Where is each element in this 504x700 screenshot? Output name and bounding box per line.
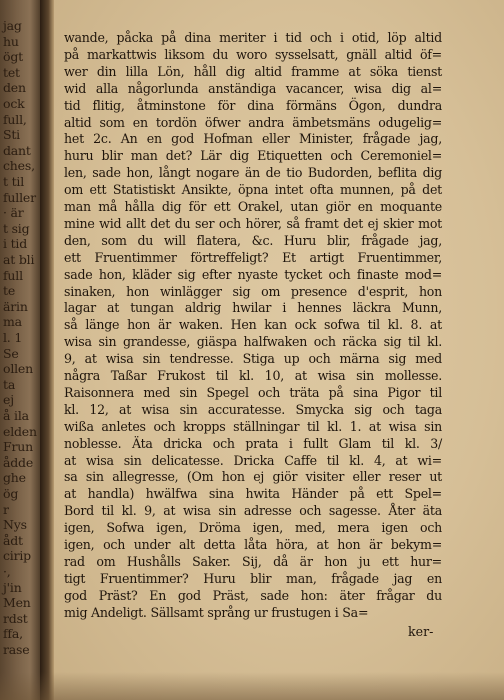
text-line: man må hålla dig för ett Orakel, utan giör en moquante <box>64 199 442 214</box>
text-line: wid alla någorlunda anständiga vacancer, wisa dig al= <box>64 80 442 96</box>
text-line: noblesse. Äta dricka och prata i fullt Glam til kl. 3/ <box>64 435 442 451</box>
text-line: kl. 12, at wisa sin accuratesse. Smycka sig och taga <box>64 401 442 417</box>
text-line: Bord til kl. 9, at wisa sin adresse och sagesse. Åter äta <box>64 503 442 519</box>
facing-page-word-fragment: r <box>3 501 9 517</box>
text-line: om ett Statistiskt Ansikte, öpna intet ofta munnen, på det <box>64 182 442 198</box>
text-line: sinaken, hon winlägger sig om presence d'esprit, hon <box>64 283 442 299</box>
facing-page-word-fragment: Frun <box>3 439 33 455</box>
facing-page-word-fragment: te <box>3 283 16 299</box>
text-line: god Präst? En god Präst, sade hon: äter frågar du <box>64 587 442 603</box>
facing-page-fragment <box>0 18 44 658</box>
catchword: ker- <box>408 624 434 639</box>
facing-page-word-fragment: rdst <box>3 610 28 626</box>
book-gutter <box>40 0 54 700</box>
text-line: sade hon, kläder sig efter nyaste tycket och finaste mod= <box>64 266 442 282</box>
facing-page-word-fragment: tet <box>3 64 20 80</box>
text-line: sa sin allegresse, (Om hon ej giör visiter eller reser ut <box>64 469 442 485</box>
text-line: wande, påcka på dina meriter i tid och i otid, löp altid <box>64 30 442 45</box>
facing-page-word-fragment: ghe <box>3 470 26 486</box>
facing-page-word-fragment: Sti <box>3 127 20 143</box>
facing-page-word-fragment: l. 1 <box>3 330 23 345</box>
facing-page-word-fragment: i tid <box>3 236 27 252</box>
facing-page-word-fragment: · är <box>3 205 24 221</box>
text-line: lagar at tungan aldrig hwilar i hennes läckra Munn, <box>64 300 442 316</box>
facing-page-word-fragment: hu <box>3 33 19 49</box>
text-line: rad om Hushålls Saker. Sij, då är hon ju ett hur= <box>64 553 442 569</box>
facing-page-word-fragment: ma <box>3 314 22 330</box>
text-line: at handla) hwälfwa sina hwita Händer på ett Spel= <box>64 486 442 502</box>
facing-page-word-fragment: å ila <box>3 408 29 423</box>
facing-page-word-fragment: elden <box>3 423 37 439</box>
text-line: wißa anletes och kropps ställningar til kl. 1. at wisa sin <box>64 418 442 434</box>
facing-page-word-fragment: ollen <box>3 361 33 377</box>
text-line: 9, at wisa sin tendresse. Stiga up och märna sig med <box>64 351 442 367</box>
text-line: igen, Sofwa igen, Dröma igen, med, mera igen och <box>64 520 442 536</box>
text-line: den, som du will flatera, &c. Huru blir, frågade jag, <box>64 232 442 248</box>
facing-page-word-fragment: ffa, <box>3 626 23 642</box>
facing-page-word-fragment: jag <box>3 18 22 33</box>
facing-page-word-fragment: fuller <box>3 189 36 205</box>
facing-page-word-fragment: ådde <box>3 454 34 470</box>
facing-page-word-fragment: Se <box>3 345 19 361</box>
facing-page-word-fragment: full <box>3 267 23 283</box>
facing-page-word-fragment: at bli <box>3 252 35 267</box>
facing-page-word-fragment: den <box>3 80 26 96</box>
facing-page-word-fragment: ögt <box>3 49 23 65</box>
text-line: ett Fruentimmer förtreffeligt? Et artigt Fruentimmer, <box>64 249 442 265</box>
facing-page-word-fragment: ej <box>3 392 14 408</box>
text-line: mig Andeligt. Sällsamt språng ur frustugen i Sa= <box>64 604 369 620</box>
text-line: på markattwis liksom du woro sysselsatt, gnäll altid öf= <box>64 46 442 62</box>
facing-page-word-fragment: ta <box>3 376 16 392</box>
facing-page-word-fragment: ög <box>3 486 19 501</box>
text-line: tid flitig, åtminstone för dina förmäns Ögon, dundra <box>64 97 442 113</box>
facing-page-word-fragment: ·, <box>3 564 11 579</box>
facing-page-word-fragment: j'in <box>3 579 22 595</box>
text-line: len, sade hon, långt nogare än de tio Budorden, beflita dig <box>64 165 442 181</box>
facing-page-word-fragment: full, <box>3 111 27 127</box>
facing-page-word-fragment: dant <box>3 142 31 158</box>
facing-page-word-fragment: ådt <box>3 532 23 548</box>
page-edge-shadow <box>0 672 504 700</box>
facing-page-word-fragment: Men <box>3 595 31 611</box>
text-line: så länge hon är waken. Hen kan ock sofwa til kl. 8. at <box>64 317 442 333</box>
facing-page-word-fragment: t sig <box>3 220 30 236</box>
text-line: huru blir man det? Lär dig Etiquetten och Ceremoniel= <box>64 148 442 164</box>
text-line: mine wid allt det du ser och hörer, så framt det ej skier mot <box>64 215 442 231</box>
text-line: Raisonnera med sin Spegel och träta på sina Pigor til <box>64 384 442 400</box>
text-line: igen, och under alt detta låta höra, at hon är bekym= <box>64 537 442 552</box>
facing-page-word-fragment: cirip <box>3 548 31 564</box>
text-line: altid som en tordön öfwer andra ämbetsmäns odugelig= <box>64 114 442 130</box>
text-line: wisa sin grandesse, giäspa halfwaken och räcka sig til kl. <box>64 334 442 350</box>
text-line: tigt Fruentimmer? Huru blir man, frågade jag en <box>64 570 442 586</box>
facing-page-word-fragment: Nys <box>3 517 27 533</box>
facing-page-word-fragment: ock <box>3 96 25 111</box>
text-line: het 2c. An en god Hofman eller Minister, frågade jag, <box>64 131 442 147</box>
facing-page-word-fragment: ärin <box>3 298 28 314</box>
facing-page-word-fragment: t til <box>3 174 25 189</box>
facing-page-word-fragment: ches, <box>3 158 35 174</box>
text-line: några Taßar Frukost til kl. 10, at wisa sin mollesse. <box>64 368 442 383</box>
text-line: at wisa sin delicatesse. Dricka Caffe til kl. 4, at wi= <box>64 452 442 468</box>
text-line: wer din lilla Lön, håll dig altid framme at söka tienst <box>64 63 442 79</box>
facing-page-word-fragment: rase <box>3 642 30 657</box>
